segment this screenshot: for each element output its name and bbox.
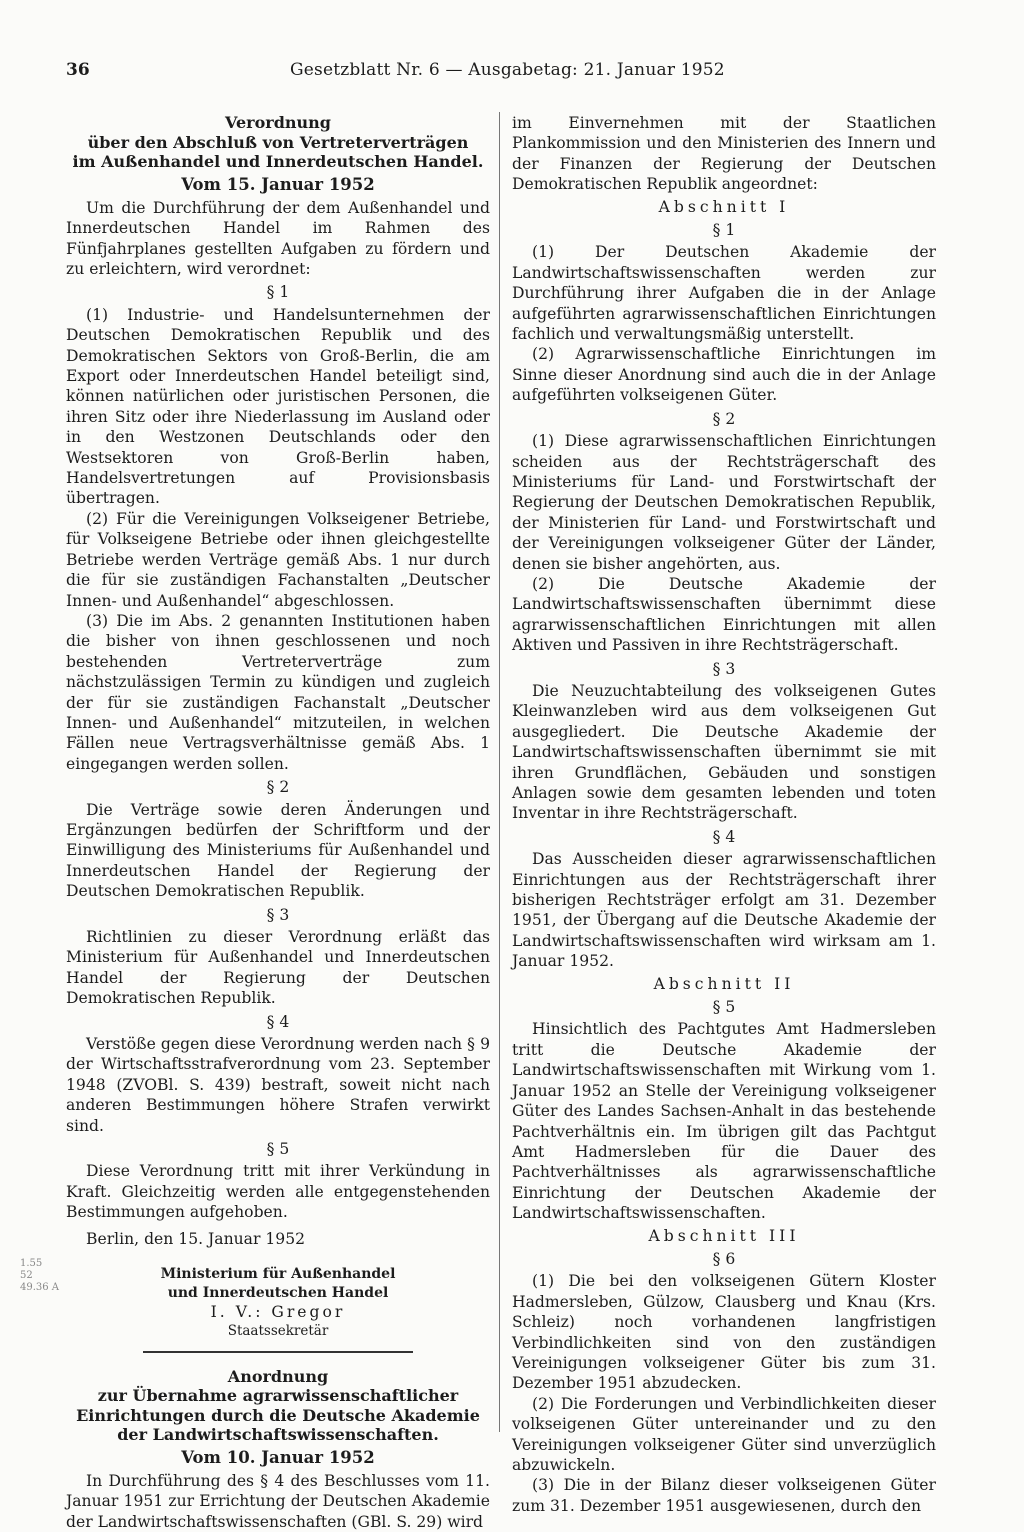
- preamble: In Durchführung des § 4 des Beschlusses vom 11. Januar 1951 zur Errichtung der Deutschen Akademie der Landwirtschaftswissenschaften (GBl. S. 29) wird: [66, 1472, 490, 1531]
- margin-marks: [20, 1258, 59, 1294]
- signature-block: [66, 1265, 490, 1341]
- abschnitt-heading: Abschnitt I: [658, 197, 790, 216]
- separator-rule: [143, 1351, 413, 1353]
- title-line: über den Abschluß von Vertreterverträgen: [87, 132, 469, 152]
- paragraph: Verstöße gegen diese Verordnung werden nach § 9 der Wirtschaftsstrafverordnung vom 23. September 1948 (ZVOBl. S. 439) bestraft, soweit nicht nach anderen Bestimmungen höhere Strafen verwirkt sind.: [66, 1035, 490, 1135]
- paragraph: Die Neuzuchtabteilung des volkseigenen Gutes Kleinwanzleben wird aus dem volkseigenen Gut ausgegliedert. Die Deutsche Akademie der Landwirtschaftswissenschaften übernimmt sie mit ihren Grundflächen, Gebäuden und sonstigen Anlagen sowie dem gesamten lebenden und toten Inventar in ihre Rechtsträgerschaft.: [512, 681, 936, 823]
- paragraph: (1) Industrie- und Handelsunternehmen der Deutschen Demokratischen Republik und des Demokratischen Sektors von Groß-Berlin, die am Export oder Innerdeutschen Handel beteiligt sind, können natürlichen oder juristischen Personen, die ihren Sitz oder ihre Niederlassung im Ausland oder in den Westzonen Deutschlands oder den Westsektoren von Groß-Berlin haben, Handelsvertretungen auf Provisionsbasis übertragen.: [66, 305, 490, 508]
- page-header: [66, 58, 966, 86]
- right-column: [512, 113, 936, 1516]
- verordnung-date: Vom 15. Januar 1952: [181, 174, 375, 194]
- paragraph: Die Verträge sowie deren Änderungen und Ergänzungen bedürfen der Schriftform und der Einwilligung des Ministeriums für Außenhandel und Innerdeutschen Handel der Regierung der Deutschen Demokratischen Republik.: [66, 800, 490, 901]
- page-number: 36: [66, 60, 90, 80]
- left-column: [66, 113, 490, 1532]
- title-line: zur Übernahme agrarwissenschaftlicher: [97, 1386, 459, 1406]
- paragraph: Das Ausscheiden dieser agrarwissenschaftlichen Einrichtungen aus der Rechtsträgerschaft ihrer bisherigen Rechtsträger erfolgt am 31. Dezember 1951, der Übergang auf die Deutsche Akademie der Landwirtschaftswissenschaften wird wirksam am 1. Januar 1952.: [512, 850, 936, 971]
- section-heading: § 2: [712, 409, 736, 428]
- anordnung-title: [66, 1367, 490, 1445]
- section-heading: § 3: [266, 905, 290, 924]
- signature-role: Staatssekretär: [227, 1322, 329, 1339]
- anordnung-date: Vom 10. Januar 1952: [181, 1448, 375, 1468]
- section-heading: § 5: [712, 998, 736, 1017]
- place-date: Berlin, den 15. Januar 1952: [86, 1229, 306, 1248]
- margin-mark: 1.55: [20, 1258, 43, 1269]
- paragraph: Richtlinien zu dieser Verordnung erläßt das Ministerium für Außenhandel und Innerdeutschen Handel der Regierung der Deutschen Demokratischen Republik.: [66, 928, 490, 1008]
- section-heading: § 2: [266, 778, 290, 797]
- margin-mark: 49.36 A: [20, 1282, 60, 1293]
- paragraph: (2) Die Forderungen und Verbindlichkeiten dieser volkseigenen Güter untereinander und zu den Vereinigungen volkseigener Güter sind unverzüglich abzuwickeln.: [512, 1394, 936, 1474]
- verordnung-title: [66, 113, 490, 172]
- abschnitt-heading: Abschnitt III: [648, 1226, 800, 1245]
- title-line: Einrichtungen durch die Deutsche Akademie: [76, 1405, 480, 1425]
- signature-ministry: Ministerium für Außenhandel: [160, 1265, 396, 1282]
- paragraph: (3) Die im Abs. 2 genannten Institutionen haben die bisher von ihnen geschlossenen und noch bestehenden Vertreterverträge zum nächstzulässigen Termin zu kündigen und zugleich der für sie zuständigen Fachanstalt „Deutscher Innen- und Außenhandel“ mitzuteilen, in welchen Fällen neue Vertragsverhältnisse gemäß Abs. 1 eingegangen werden sollen.: [66, 611, 490, 773]
- paragraph: (1) Die bei den volkseigenen Gütern Kloster Hadmersleben, Gülzow, Clausberg und Knau (Krs. Schleiz) noch vorhandenen langfristigen Verbindlichkeiten sind von den zuständigen Vereinigungen volkseigener Güter bis zum 31. Dezember 1951 abzudecken.: [512, 1272, 936, 1393]
- section-heading: § 1: [712, 221, 736, 240]
- preamble: Um die Durchführung der dem Außenhandel und Innerdeutschen Handel im Rahmen des Fünfjahrplanes gestellten Aufgaben zu fördern und zu erleichtern, wird verordnet:: [66, 198, 490, 278]
- section-heading: § 4: [712, 827, 736, 846]
- margin-mark: 52: [20, 1270, 33, 1281]
- paragraph: (3) Die in der Bilanz dieser volkseigenen Güter zum 31. Dezember 1951 ausgewiesenen, durch den: [512, 1476, 936, 1515]
- paragraph: im Einvernehmen mit der Staatlichen Plankommission und den Ministerien des Innern und der Finanzen der Regierung der Deutschen Demokratischen Republik angeordnet:: [512, 114, 936, 194]
- section-heading: § 5: [266, 1140, 290, 1159]
- paragraph: (1) Der Deutschen Akademie der Landwirtschaftswissenschaften werden zur Durchführung ihrer Aufgaben die in der Anlage aufgeführten agrarwissenschaftlichen Einrichtungen fachlich und verwaltungsmäßig unterstellt.: [512, 243, 936, 344]
- paragraph: (2) Agrarwissenschaftliche Einrichtungen im Sinne dieser Anordnung sind auch die in der Anlage aufgeführten volkseigenen Güter.: [512, 345, 936, 405]
- title-line: Verordnung: [225, 113, 331, 132]
- abschnitt-heading: Abschnitt II: [653, 974, 795, 993]
- section-heading: § 3: [712, 659, 736, 678]
- signature-ministry: und Innerdeutschen Handel: [167, 1284, 389, 1301]
- section-heading: § 4: [266, 1012, 290, 1031]
- column-divider: [499, 112, 500, 1432]
- paragraph: (1) Diese agrarwissenschaftlichen Einrichtungen scheiden aus der Rechtsträgerschaft des Ministeriums für Land- und Forstwirtschaft der Regierung der Deutschen Demokratischen Republik, der Ministerien für Land- und Forstwirtschaft und der Vereinigungen volkseigener Güter der Länder, denen sie bisher angehörten, aus.: [512, 432, 936, 573]
- title-line: Anordnung: [227, 1366, 329, 1386]
- paragraph: (2) Für die Vereinigungen Volkseigener Betriebe, für Volkseigene Betriebe oder ihnen gleichgestellte Betriebe werden Verträge gemäß Abs. 1 nur durch die für sie zuständigen Fachanstalten „Deutscher Innen- und Außenhandel“ abgeschlossen.: [66, 509, 490, 610]
- section-heading: § 6: [712, 1249, 736, 1268]
- gazette-title: Gesetzblatt Nr. 6 — Ausgabetag: 21. Januar 1952: [290, 60, 725, 80]
- title-line: der Landwirtschaftswissenschaften.: [117, 1425, 439, 1445]
- paragraph: (2) Die Deutsche Akademie der Landwirtschaftswissenschaften übernimmt diese agrarwissenschaftlichen Einrichtungen mit allen Aktiven und Passiven in ihre Rechtsträgerschaft.: [512, 574, 936, 655]
- section-heading: § 1: [266, 283, 290, 302]
- paragraph: Hinsichtlich des Pachtgutes Amt Hadmersleben tritt die Deutsche Akademie der Landwirtschaftswissenschaften mit Wirkung vom 1. Januar 1952 an Stelle der Vereinigung volkseigener Güter des Landes Sachsen-Anhalt in das bestehende Pachtverhältnis ein. Im übrigen gilt das Pachtgut Amt Hadmersleben für die Dauer des Pachtverhältnisses als agrarwissenschaftliche Einrichtung der Deutschen Akademie der Landwirtschaftswissenschaften.: [512, 1020, 936, 1223]
- title-line: im Außenhandel und Innerdeutschen Handel.: [72, 152, 484, 172]
- paragraph: Diese Verordnung tritt mit ihrer Verkündung in Kraft. Gleichzeitig werden alle entgegenstehenden Bestimmungen aufgehoben.: [66, 1162, 490, 1222]
- signature-name: I. V.: Gregor: [210, 1302, 346, 1321]
